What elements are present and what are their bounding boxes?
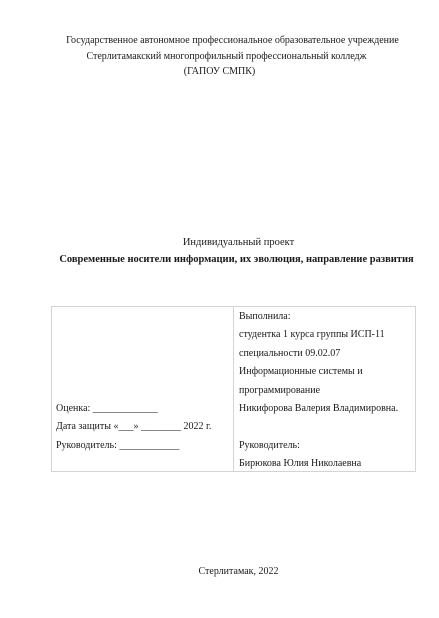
info-left-cell [52,307,234,471]
defense-date-field: Дата защиты «___» ________ 2022 г. [56,421,212,433]
student-info [239,308,398,474]
spacer [239,418,398,436]
project-type: Индивидуальный проект [182,237,295,248]
evaluation-fields [56,400,211,455]
info-table [51,306,416,472]
institution-line-1: Государственное автономное профессиональное образовательное учреждение [66,35,399,46]
supervisor-name: Бирюкова Юлия Николаевна [239,458,362,470]
specialty-code: специальности 09.02.07 [239,347,341,359]
student-course: студентка 1 курса группы ИСП-11 [239,329,385,341]
city-year: Стерлитамак, 2022 [198,566,279,577]
supervisor-signature-field: Руководитель: ____________ [56,439,180,451]
student-name: Никифорова Валерия Владимировна. [239,403,399,415]
performed-by-label: Выполнила: [239,311,291,322]
specialty-name-line-2: программирование [239,384,321,396]
institution-abbreviation: (ГАПОУ СМПК) [183,66,256,77]
specialty-name-line-1: Информационные системы и [239,366,363,378]
institution-header [0,33,439,80]
project-title: Современные носители информации, их эволюция, направление развития [59,254,414,265]
info-right-cell [234,307,417,471]
supervisor-label: Руководитель: [239,439,300,451]
grade-field: Оценка: _____________ [56,403,158,414]
institution-line-2: Стерлитамакский многопрофильный профессиональный колледж [86,50,367,62]
